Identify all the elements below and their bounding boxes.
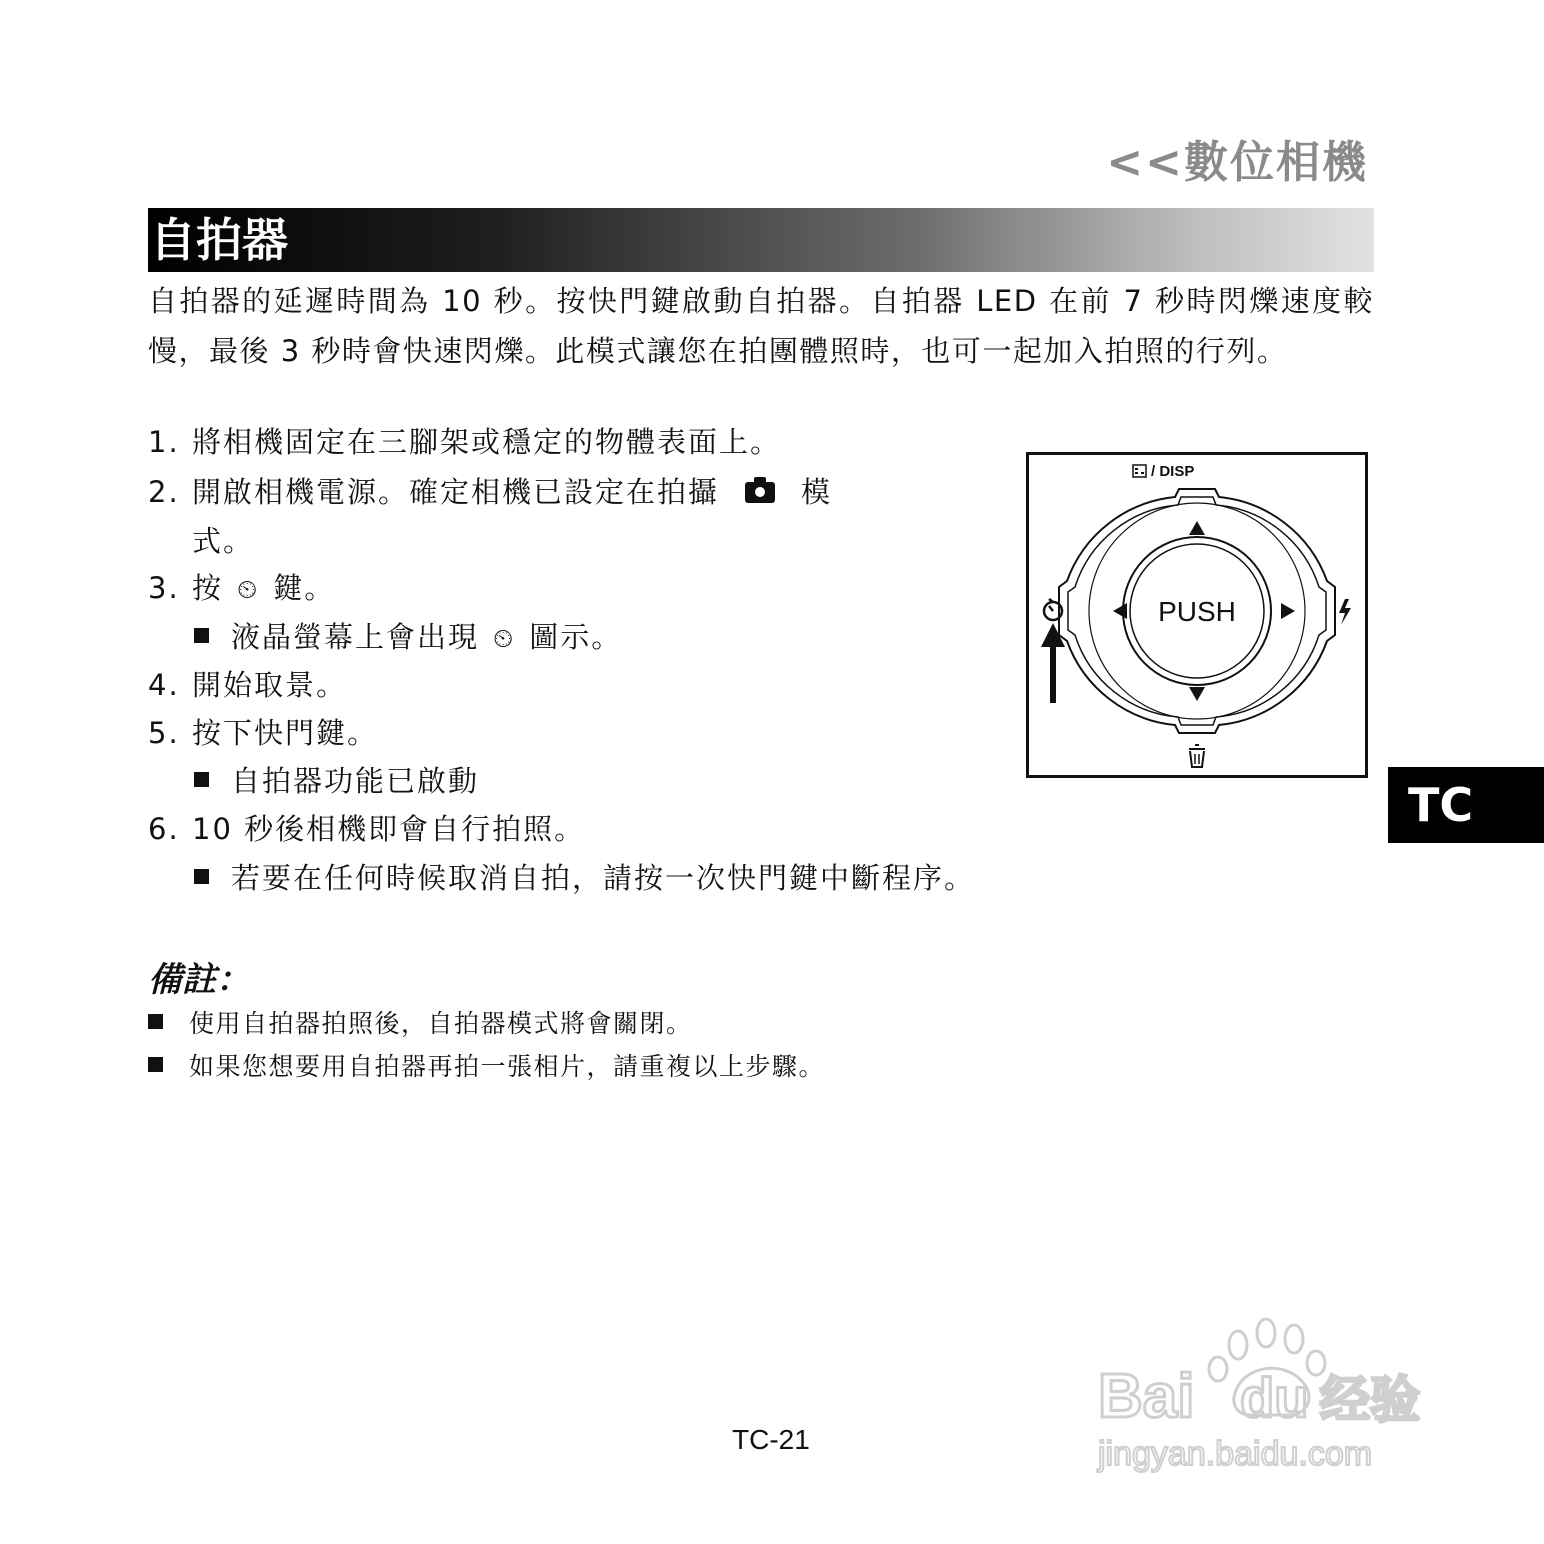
arrow-right-icon	[1281, 603, 1295, 619]
step-text: 10 秒後相機即會自行拍照。	[192, 812, 586, 846]
step-text: 按下快門鍵。	[192, 716, 379, 750]
language-tab: TC	[1388, 767, 1544, 843]
trash-icon	[1189, 745, 1205, 767]
bullet-text: 圖示。	[529, 620, 623, 654]
step-3	[148, 565, 335, 613]
page-number: TC-21	[732, 1424, 810, 1455]
control-pad-diagram	[1026, 452, 1368, 778]
step-number: 4.	[148, 668, 180, 702]
note-text: 使用自拍器拍照後，自拍器模式將會關閉。	[189, 1009, 693, 1038]
bullet-square	[194, 628, 209, 643]
note-item	[148, 1047, 825, 1087]
disp-label: / DISP	[1151, 463, 1195, 480]
step-number: 6.	[148, 812, 180, 846]
step-number: 2.	[148, 475, 180, 509]
note-text: 如果您想要用自拍器再拍一張相片，請重複以上步驟。	[189, 1052, 826, 1081]
step-6-bullet	[194, 855, 975, 901]
chapter-header: <<數位相機	[1106, 137, 1368, 188]
bullet-text: 自拍器功能已啟動	[231, 764, 480, 798]
bullet-square	[194, 869, 209, 884]
bullet-text: 若要在任何時候取消自拍，請按一次快門鍵中斷程序。	[231, 861, 976, 895]
step-number: 1.	[148, 425, 180, 459]
self-timer-icon: ⏲	[237, 575, 260, 605]
step-3-bullet	[194, 614, 622, 662]
step-5	[148, 710, 378, 756]
bullet-square	[148, 1057, 163, 1072]
watermark-url: jingyan.baidu.com	[1098, 1435, 1373, 1473]
self-timer-icon: ⏲	[493, 624, 516, 654]
step-text: 將相機固定在三腳架或穩定的物體表面上。	[192, 425, 782, 459]
press-indicator-arrow-icon	[1041, 623, 1065, 703]
control-pad-illustration	[1029, 455, 1365, 775]
step-5-bullet	[194, 758, 479, 804]
flash-icon	[1339, 599, 1351, 625]
bullet-square	[148, 1014, 163, 1029]
step-text: 開始取景。	[192, 668, 348, 702]
baidu-watermark-logo	[1090, 1305, 1450, 1480]
step-text: 模	[801, 475, 833, 509]
arrow-down-icon	[1189, 687, 1205, 701]
watermark-brand: Bai	[1098, 1362, 1195, 1431]
step-number: 5.	[148, 716, 180, 750]
note-item	[148, 1004, 693, 1044]
step-6	[148, 806, 585, 852]
step-1	[148, 419, 781, 465]
step-text: 鍵。	[273, 571, 336, 605]
step-text: 開啟相機電源。確定相機已設定在拍攝	[192, 475, 720, 509]
step-4	[148, 662, 347, 708]
watermark-brand-2: du	[1240, 1366, 1309, 1429]
step-number: 3.	[148, 571, 180, 605]
section-title: 自拍器	[150, 213, 288, 267]
camera-icon	[745, 482, 775, 503]
notes-title: 備註：	[148, 960, 250, 1000]
bullet-square	[194, 772, 209, 787]
push-label: PUSH	[1158, 596, 1236, 627]
step-text: 按	[192, 571, 224, 605]
display-icon	[1133, 465, 1146, 477]
arrow-up-icon	[1189, 521, 1205, 535]
bullet-text: 液晶螢幕上會出現	[231, 620, 480, 654]
watermark-brand-cn: 经验	[1320, 1371, 1420, 1429]
step-2	[148, 469, 832, 515]
section-title-bar	[148, 208, 1374, 272]
intro-paragraph: 自拍器的延遲時間為 10 秒。按快門鍵啟動自拍器。自拍器 LED 在前 7 秒時閃爍速度較慢，最後 3 秒時會快速閃爍。此模式讓您在拍團體照時，也可一起加入拍照的行列。	[148, 284, 1374, 368]
step-2-continued: 式。	[192, 524, 255, 558]
arrow-left-icon	[1113, 603, 1127, 619]
